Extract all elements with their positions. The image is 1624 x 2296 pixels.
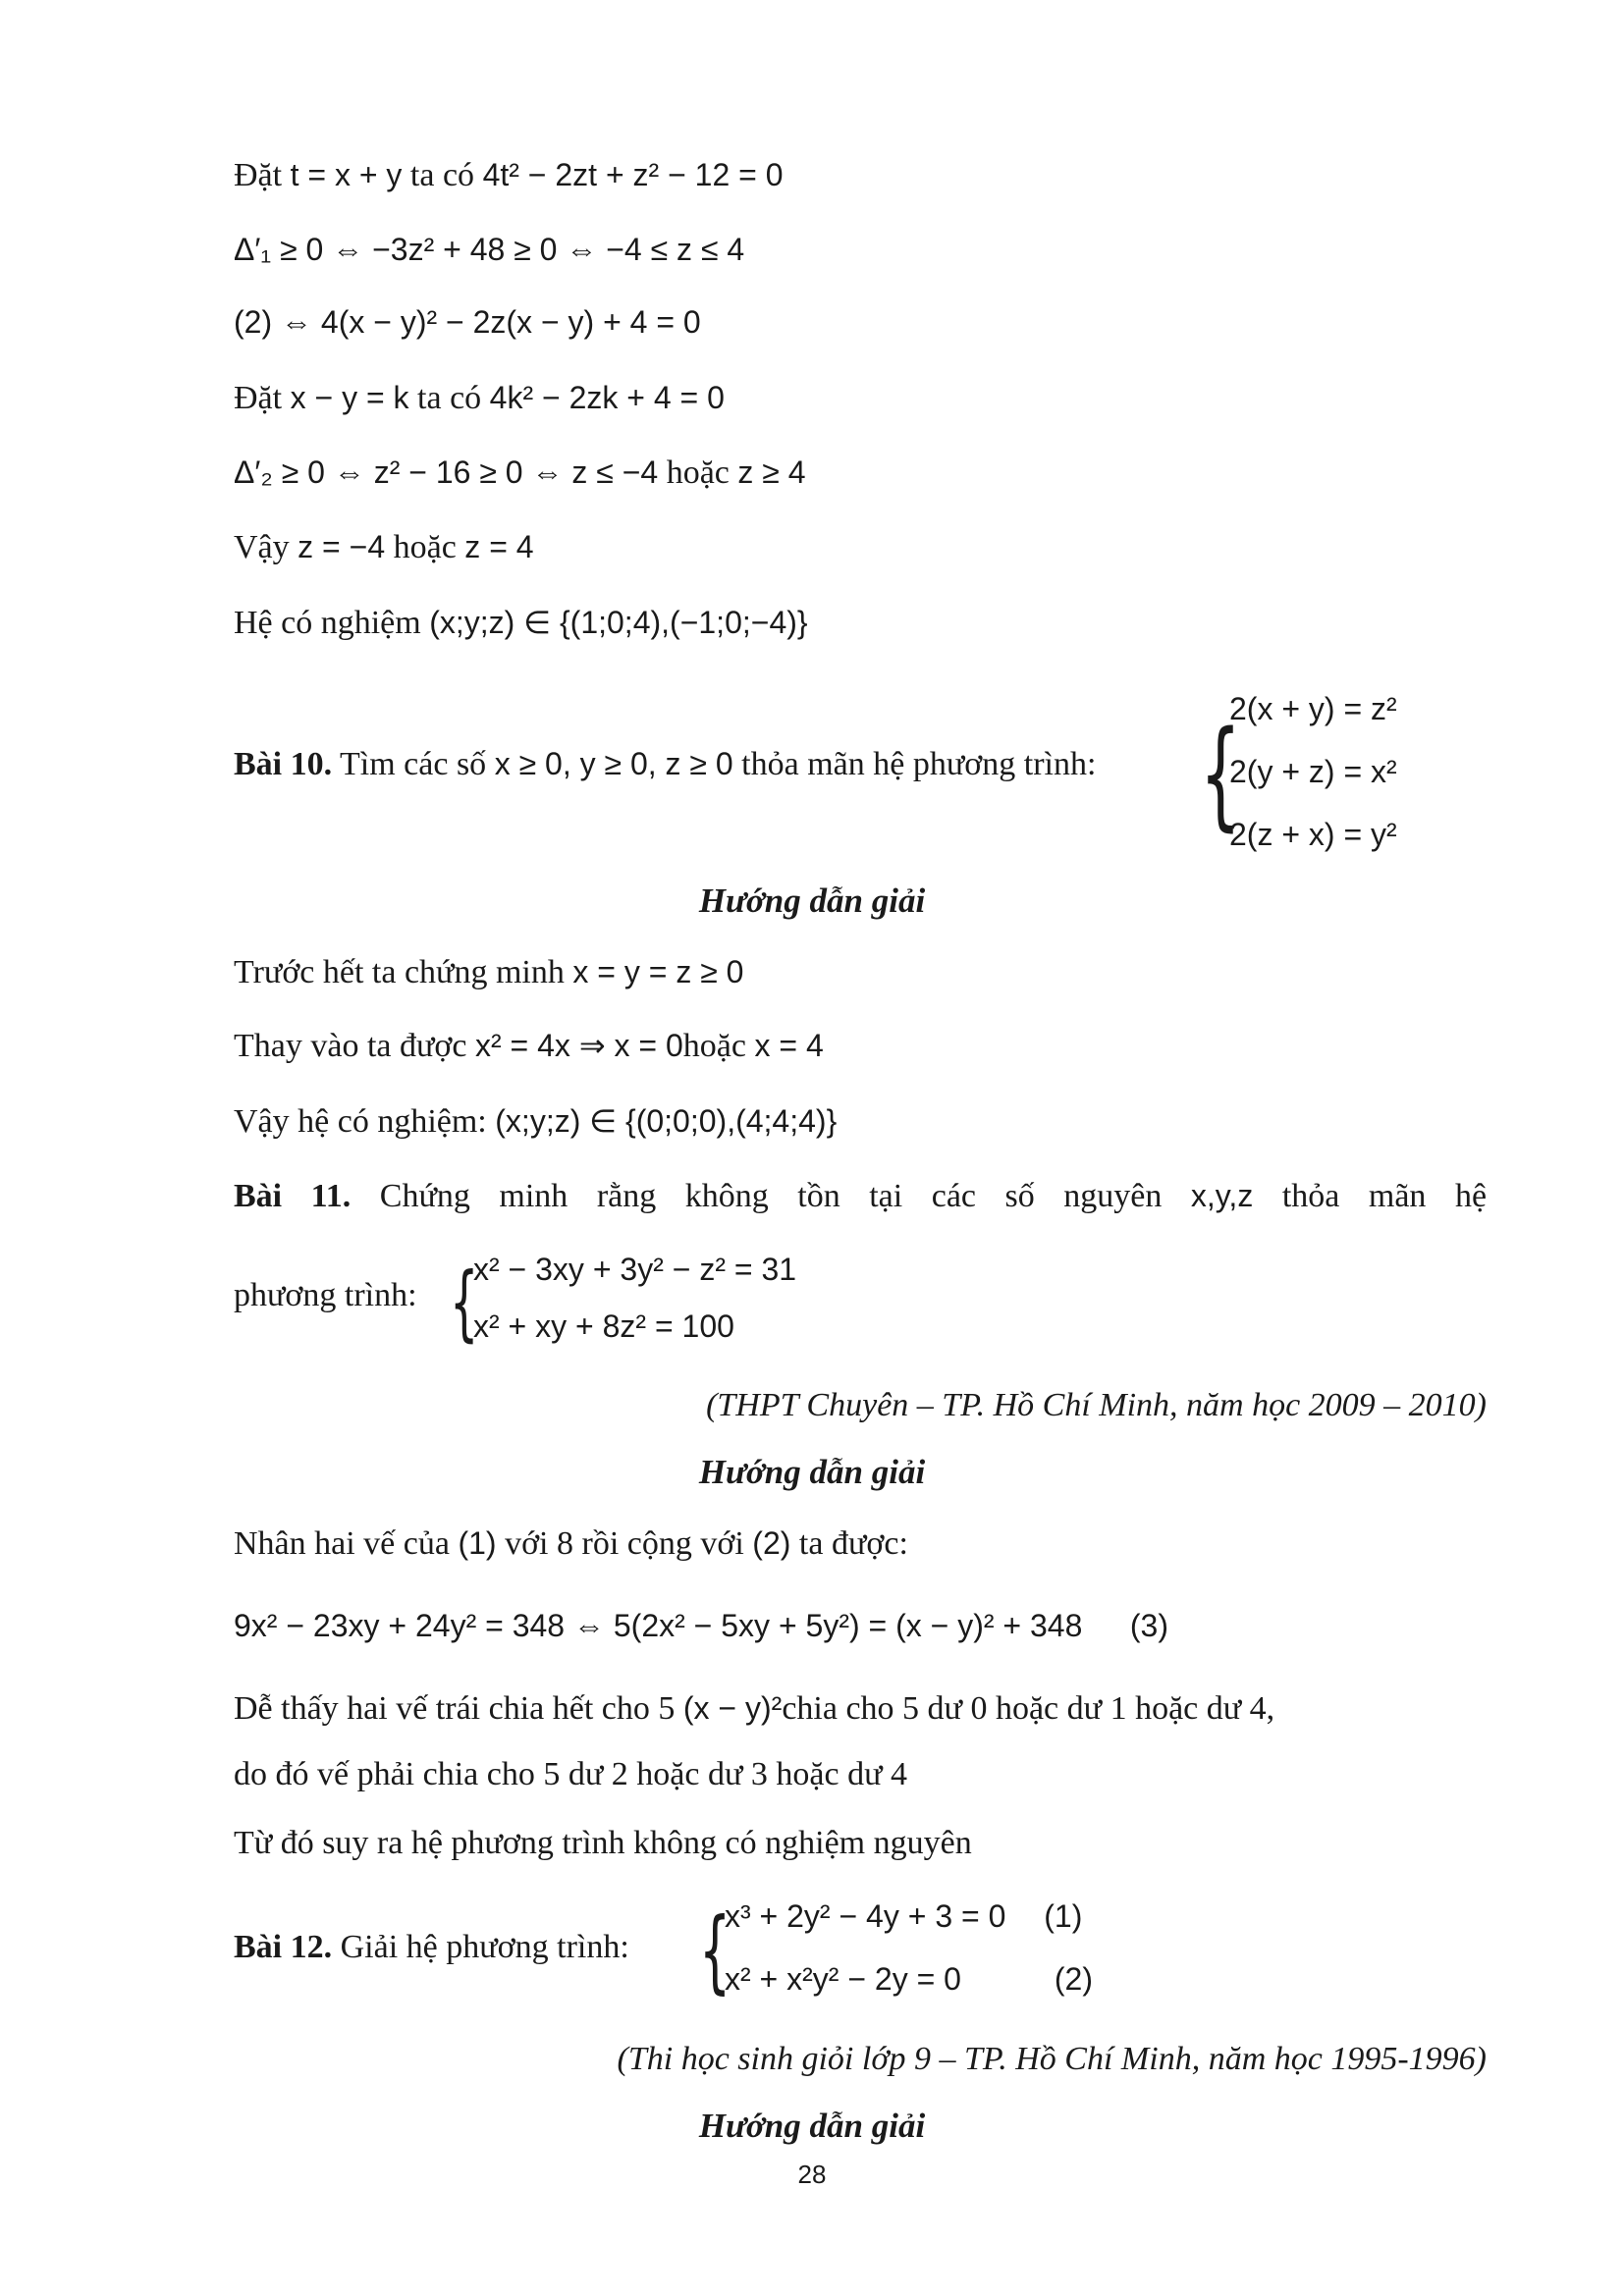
left-brace-icon: { xyxy=(699,1898,731,2003)
line-text: Vậy hệ có nghiệm: xyxy=(234,1103,487,1140)
math-expression: Δ′₁ ≥ 0 ⇔ −3z² + 48 ≥ 0 ⇔ −4 ≤ z ≤ 4 xyxy=(234,232,745,267)
line-text: thỏa mãn hệ xyxy=(1281,1178,1488,1214)
text-line xyxy=(234,228,1487,272)
page-number: 28 xyxy=(797,2160,827,2189)
line-text: hoặc xyxy=(393,529,457,565)
text-line xyxy=(234,300,1487,345)
line-text: Trước hết ta chứng minh xyxy=(234,954,565,990)
equation-system xyxy=(1229,677,1397,866)
line-text: Đặt xyxy=(234,380,283,416)
text-line xyxy=(234,1274,1487,1317)
math-expression: Δ′₂ ≥ 0 ⇔ z² − 16 ≥ 0 ⇔ z ≤ −4 xyxy=(234,454,659,490)
equation: 2(y + z) = x² xyxy=(1229,754,1397,789)
line-text: Đặt xyxy=(234,157,283,193)
line-text: với 8 rồi cộng với xyxy=(505,1525,744,1562)
text-line xyxy=(234,376,1487,420)
line-text: thỏa mãn hệ phương trình: xyxy=(741,746,1097,782)
line-text: ta có xyxy=(417,380,482,416)
line-text: Dễ thấy hai vế trái chia hết cho 5 xyxy=(234,1690,676,1727)
solution-heading: Hướng dẫn giải xyxy=(698,1453,926,1491)
math-expression: 9x² − 23xy + 24y² = 348 ⇔ 5(2x² − 5xy + 5y²) = (x − y)² + 348 xyxy=(234,1608,1083,1643)
line-text: hoặc xyxy=(682,1028,746,1064)
math-expression: x − y = k xyxy=(290,380,409,415)
math-expression: (2) xyxy=(752,1525,791,1561)
text-line xyxy=(234,1686,1487,1731)
math-expression: z ≥ 4 xyxy=(737,454,806,490)
line-text: hoặc xyxy=(666,454,730,491)
math-expression: x ≥ 0, y ≥ 0, z ≥ 0 xyxy=(494,746,733,781)
problem-source: (THPT Chuyên – TP. Hồ Chí Minh, năm học 2009 – 2010) xyxy=(706,1387,1487,1423)
text-line xyxy=(234,1024,1487,1068)
text-line xyxy=(234,153,1487,197)
problem-label: Bài 10. xyxy=(234,746,333,782)
text-line xyxy=(234,451,1487,495)
line-text: ta được: xyxy=(798,1525,908,1562)
line-text: Thay vào ta được xyxy=(234,1028,467,1064)
text-line xyxy=(234,601,1487,645)
math-expression: (1) xyxy=(458,1525,497,1561)
text-line xyxy=(234,1604,1487,1648)
text-line xyxy=(234,950,1487,994)
math-expression: 4k² − 2zk + 4 = 0 xyxy=(489,380,725,415)
text-line xyxy=(234,1099,1487,1144)
math-expression: (x;y;z) ∈ {(0;0;0),(4;4;4)} xyxy=(495,1103,838,1139)
equation: x² − 3xy + 3y² − z² = 31 xyxy=(473,1252,797,1287)
math-expression: (x − y)² xyxy=(682,1690,783,1726)
equation-system xyxy=(473,1241,796,1355)
equation-tag: (2) xyxy=(1054,1961,1093,1997)
math-expression: x² = 4x ⇒ x = 0 xyxy=(475,1028,683,1063)
problem-label: Bài 11. xyxy=(234,1178,352,1214)
equation: x³ + 2y² − 4y + 3 = 0 xyxy=(725,1898,1006,1934)
line-text: Vậy xyxy=(234,529,290,565)
solution-heading: Hướng dẫn giải xyxy=(698,2107,926,2145)
problem-label: Bài 12. xyxy=(234,1929,333,1965)
problem-statement xyxy=(234,1174,1487,1218)
math-expression: x = y = z ≥ 0 xyxy=(572,954,744,989)
line-text: Chứng minh rằng không tồn tại các số nguyên xyxy=(379,1178,1163,1214)
math-expression: x = 4 xyxy=(754,1028,824,1063)
equation-row xyxy=(725,1948,1093,2010)
math-expression: t = x + y xyxy=(290,157,403,192)
math-expression: 4t² − 2zt + z² − 12 = 0 xyxy=(482,157,784,192)
equation-tag: (3) xyxy=(1129,1608,1168,1643)
line-text: Nhân hai vế của xyxy=(234,1525,450,1562)
equation: x² + x²y² − 2y = 0 xyxy=(725,1961,961,1997)
equation: 2(z + x) = y² xyxy=(1229,817,1397,852)
left-brace-icon: { xyxy=(450,1255,479,1351)
line-text: Hệ có nghiệm xyxy=(234,605,421,641)
line-text: Tìm các số xyxy=(340,746,487,782)
math-expression: z = −4 xyxy=(298,529,386,564)
problem-source: (Thi học sinh giỏi lớp 9 – TP. Hồ Chí Minh, năm học 1995-1996) xyxy=(617,2041,1487,2077)
solution-heading: Hướng dẫn giải xyxy=(698,881,926,920)
line-text: Giải hệ phương trình: xyxy=(340,1929,629,1965)
math-expression: x,y,z xyxy=(1190,1178,1254,1213)
math-expression: (2) ⇔ 4(x − y)² − 2z(x − y) + 4 = 0 xyxy=(234,304,701,340)
equation-tag: (1) xyxy=(1044,1898,1083,1934)
equation: x² + xy + 8z² = 100 xyxy=(473,1308,734,1344)
line-text: phương trình: xyxy=(234,1277,417,1313)
left-brace-icon: { xyxy=(1200,707,1241,843)
math-expression: z = 4 xyxy=(464,529,534,564)
text-line xyxy=(234,525,1487,569)
equation: 2(x + y) = z² xyxy=(1229,691,1397,726)
equation-row xyxy=(725,1885,1093,1948)
line-text: ta có xyxy=(409,157,475,193)
text-line: Từ đó suy ra hệ phương trình không có nghiệm nguyên xyxy=(234,1825,972,1861)
math-expression: (x;y;z) ∈ {(1;0;4),(−1;0;−4)} xyxy=(429,605,808,640)
text-line xyxy=(234,1522,1487,1566)
equation-system xyxy=(725,1885,1093,2010)
text-line: do đó vế phải chia cho 5 dư 2 hoặc dư 3 hoặc dư 4 xyxy=(234,1756,907,1792)
line-text: chia cho 5 dư 0 hoặc dư 1 hoặc dư 4, xyxy=(782,1690,1275,1727)
